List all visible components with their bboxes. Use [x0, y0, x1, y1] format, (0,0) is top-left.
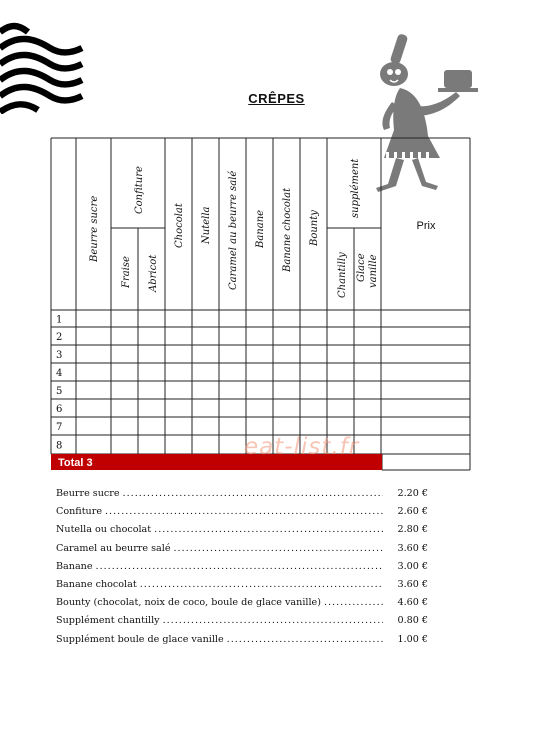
header-caramel: Caramel au beurre salé [228, 170, 239, 290]
header-fraise: Fraise [121, 256, 132, 288]
header-prix: Prix [416, 220, 436, 232]
price-item-price: 1.00 € [397, 633, 428, 645]
header-chocolat: Chocolat [174, 203, 185, 248]
price-item-price: 2.20 € [397, 488, 428, 499]
price-list-item [56, 597, 428, 615]
price-list-item [56, 579, 428, 597]
row-number: 8 [56, 440, 63, 452]
price-list-item [56, 561, 428, 579]
price-item-price: 0.80 € [397, 615, 428, 627]
price-item-price: 2.60 € [397, 506, 428, 518]
price-item-price: 3.00 € [397, 560, 428, 572]
header-vanille: vanille [368, 254, 379, 288]
dot-leader [324, 597, 383, 608]
header-confiture: Confiture [134, 166, 145, 214]
row-number: 2 [56, 332, 63, 343]
price-item-price: 2.80 € [397, 524, 428, 536]
row-numbers [56, 315, 62, 452]
row-number: 1 [56, 314, 63, 326]
page-title: CRÊPES [248, 91, 305, 106]
dot-leader [227, 634, 383, 645]
row-number: 7 [56, 422, 63, 433]
watermark: eat-list.fr [244, 434, 360, 460]
price-list-item [56, 488, 428, 506]
price-item-name: Caramel au beurre salé [56, 542, 171, 554]
header-glace: Glace [356, 253, 367, 282]
header-bounty: Bounty [309, 210, 320, 246]
dot-leader [140, 579, 383, 590]
price-item-name: Beurre sucre [56, 488, 120, 499]
price-item-price: 3.60 € [397, 542, 428, 554]
table-grid-lines [51, 138, 470, 470]
header-banane-chocolat: Banane chocolat [282, 187, 293, 272]
price-item-price: 4.60 € [397, 597, 428, 609]
total-label: Total 3 [58, 457, 93, 469]
dot-leader [105, 506, 383, 517]
row-number: 5 [56, 386, 63, 397]
header-beurre-sucre: Beurre sucre [89, 195, 100, 262]
dot-leader [96, 561, 383, 572]
price-item-name: Supplément chantilly [56, 615, 160, 627]
price-item-name: Banane chocolat [56, 578, 137, 590]
price-item-price: 3.60 € [397, 578, 428, 590]
price-list-item [56, 543, 428, 561]
price-list [56, 488, 428, 652]
price-item-name: Supplément boule de glace vanille [56, 633, 224, 645]
price-list-item [56, 506, 428, 524]
dot-leader [123, 488, 383, 499]
header-abricot: Abricot [148, 254, 159, 292]
price-list-item [56, 615, 428, 633]
price-item-name: Nutella ou chocolat [56, 524, 152, 536]
header-banane: Banane [255, 209, 266, 248]
row-number: 6 [56, 404, 63, 415]
header-chantilly: Chantilly [337, 252, 348, 298]
row-number: 4 [56, 368, 63, 379]
price-item-name: Banane [56, 560, 93, 572]
header-nutella: Nutella [201, 206, 212, 244]
dot-leader [154, 524, 383, 535]
price-list-item [56, 524, 428, 542]
dot-leader [174, 543, 384, 554]
price-item-name: Confiture [56, 506, 102, 518]
header-supplement: supplément [350, 158, 361, 218]
price-list-item [56, 634, 428, 652]
row-number: 3 [56, 350, 63, 361]
price-item-name: Bounty (chocolat, noix de coco, boule de glace vanille) [56, 597, 321, 609]
dot-leader [163, 615, 383, 626]
